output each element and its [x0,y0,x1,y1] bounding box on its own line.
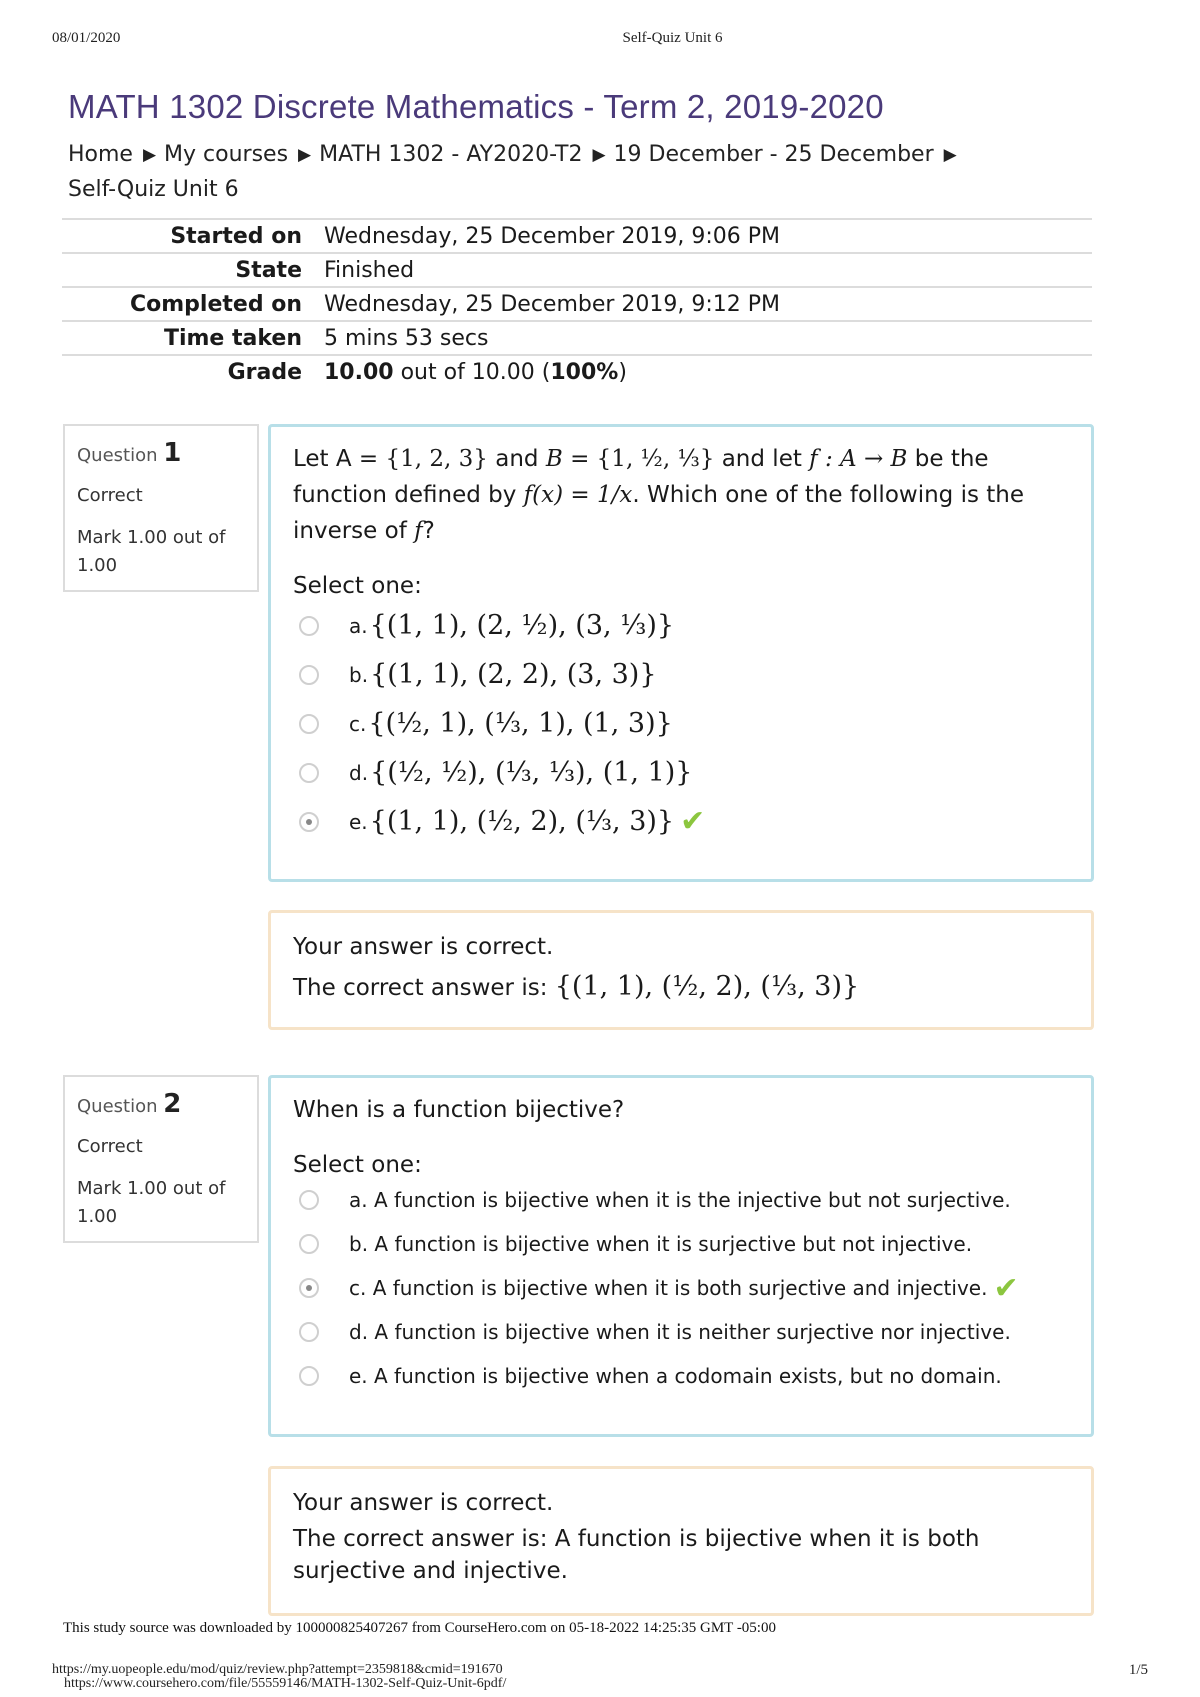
breadcrumb-separator-icon: ▶ [298,145,312,165]
feedback-correct-answer: The correct answer is: {(1, 1), (½, 2), (⅓, 3)} [293,971,860,1002]
radio-button-selected[interactable] [299,1278,319,1298]
option-e[interactable] [293,1354,1069,1398]
print-date: 08/01/2020 [52,30,121,46]
question-text: When is a function bijective? [293,1097,625,1123]
breadcrumb-current[interactable]: Self-Quiz Unit 6 [68,177,239,202]
breadcrumb-week[interactable]: 19 December - 25 December [613,142,934,167]
breadcrumb-separator-icon: ▶ [592,145,606,165]
question-text: Let A = {1, 2, 3} and B = {1, ½, ⅓} and let f : A → B be the function defined by f(x) = 1/x. Which one of the following is the inverse of f? [293,446,1025,544]
option-letter: b. [349,662,369,687]
summary-value [324,355,1092,389]
grade-mid: out of 10.00 ( [393,360,551,385]
summary-value: Wednesday, 25 December 2019, 9:06 PM [324,219,1092,253]
radio-button[interactable] [299,1234,319,1254]
option-d[interactable] [293,748,1069,797]
summary-row-completed [62,287,1092,321]
radio-button[interactable] [299,1322,319,1342]
question-2-box [268,1075,1094,1437]
question-status: Correct [77,485,143,506]
question-1-feedback [268,910,1094,1030]
option-text: e. A function is bijective when a codomain exists, but no domain. [349,1364,1002,1388]
grade-end: ) [618,360,627,385]
option-a[interactable] [293,601,1069,650]
question-1-box [268,424,1094,882]
breadcrumb-separator-icon: ▶ [943,145,957,165]
question-mark: Mark 1.00 out of 1.00 [77,527,226,576]
option-text: b. A function is bijective when it is surjective but not injective. [349,1232,973,1256]
question-number: Question 2 [77,1089,182,1119]
option-c[interactable] [293,1266,1069,1310]
footer-url[interactable]: https://my.uopeople.edu/mod/quiz/review.php?attempt=2359818&cmid=191670 [52,1662,503,1677]
breadcrumb-separator-icon: ▶ [142,145,157,165]
radio-button[interactable] [299,763,319,783]
question-1-info [63,424,259,592]
breadcrumb-home[interactable]: Home [68,142,133,167]
option-text: c. A function is bijective when it is both surjective and injective. [349,1276,988,1300]
summary-label: Completed on [62,287,324,321]
option-text: d. A function is bijective when it is neither surjective nor injective. [349,1320,1011,1344]
summary-value: Finished [324,253,1092,287]
summary-label: Started on [62,219,324,253]
breadcrumb-course[interactable]: MATH 1302 - AY2020-T2 [319,142,583,167]
option-b[interactable] [293,1222,1069,1266]
footer-source-url[interactable]: https://www.coursehero.com/file/55559146/MATH-1302-Self-Quiz-Unit-6pdf/ [64,1676,507,1691]
summary-row-started [62,219,1092,253]
radio-button[interactable] [299,616,319,636]
checkmark-icon: ✔ [993,1270,1019,1306]
feedback-correct-answer: The correct answer is: A function is bijective when it is both surjective and injective. [293,1526,980,1584]
attempt-summary [62,218,1092,389]
option-text: {(1, 1), (2, ½), (3, ⅓)} [369,610,675,641]
question-mark: Mark 1.00 out of 1.00 [77,1178,226,1227]
option-letter: c. [349,711,367,736]
question-2-info [63,1075,259,1243]
option-b[interactable] [293,650,1069,699]
radio-button[interactable] [299,1190,319,1210]
course-title: MATH 1302 Discrete Mathematics - Term 2, 2019-2020 [68,88,884,125]
checkmark-icon: ✔ [680,804,706,839]
option-text: {(½, 1), (⅓, 1), (1, 3)} [368,708,673,739]
print-title: Self-Quiz Unit 6 [622,30,723,46]
radio-button[interactable] [299,1366,319,1386]
select-one-label: Select one: [293,573,422,599]
summary-row-grade [62,355,1092,389]
question-number: Question 1 [77,438,182,468]
summary-value: 5 mins 53 secs [324,321,1092,355]
feedback-result: Your answer is correct. [293,934,554,960]
option-c[interactable] [293,699,1069,748]
summary-row-time [62,321,1092,355]
option-letter: d. [349,760,369,785]
summary-label: Grade [62,355,324,389]
option-text: {(1, 1), (2, 2), (3, 3)} [370,659,657,690]
option-text: {(1, 1), (½, 2), (⅓, 3)} [369,806,675,837]
breadcrumb [68,138,1028,207]
grade-percent: 100% [550,360,619,385]
grade-score: 10.00 [324,360,394,385]
summary-label: Time taken [62,321,324,355]
download-source-note: This study source was downloaded by 100000825407267 from CourseHero.com on 05-18-2022 14:25:35 GMT -05:00 [63,1620,776,1636]
summary-row-state [62,253,1092,287]
select-one-label: Select one: [293,1152,422,1178]
question-status: Correct [77,1136,143,1157]
radio-button[interactable] [299,665,319,685]
option-a[interactable] [293,1178,1069,1222]
option-letter: a. [349,613,368,638]
page-number: 1/5 [1128,1662,1148,1678]
summary-value: Wednesday, 25 December 2019, 9:12 PM [324,287,1092,321]
breadcrumb-my-courses[interactable]: My courses [164,142,289,167]
option-text: a. A function is bijective when it is the injective but not surjective. [349,1188,1011,1212]
question-2-feedback [268,1466,1094,1616]
option-e[interactable] [293,797,1069,846]
option-letter: e. [349,809,368,834]
radio-button[interactable] [299,714,319,734]
option-d[interactable] [293,1310,1069,1354]
summary-label: State [62,253,324,287]
option-text: {(½, ½), (⅓, ⅓), (1, 1)} [370,757,693,788]
radio-button-selected[interactable] [299,812,319,832]
feedback-result: Your answer is correct. [293,1490,554,1516]
